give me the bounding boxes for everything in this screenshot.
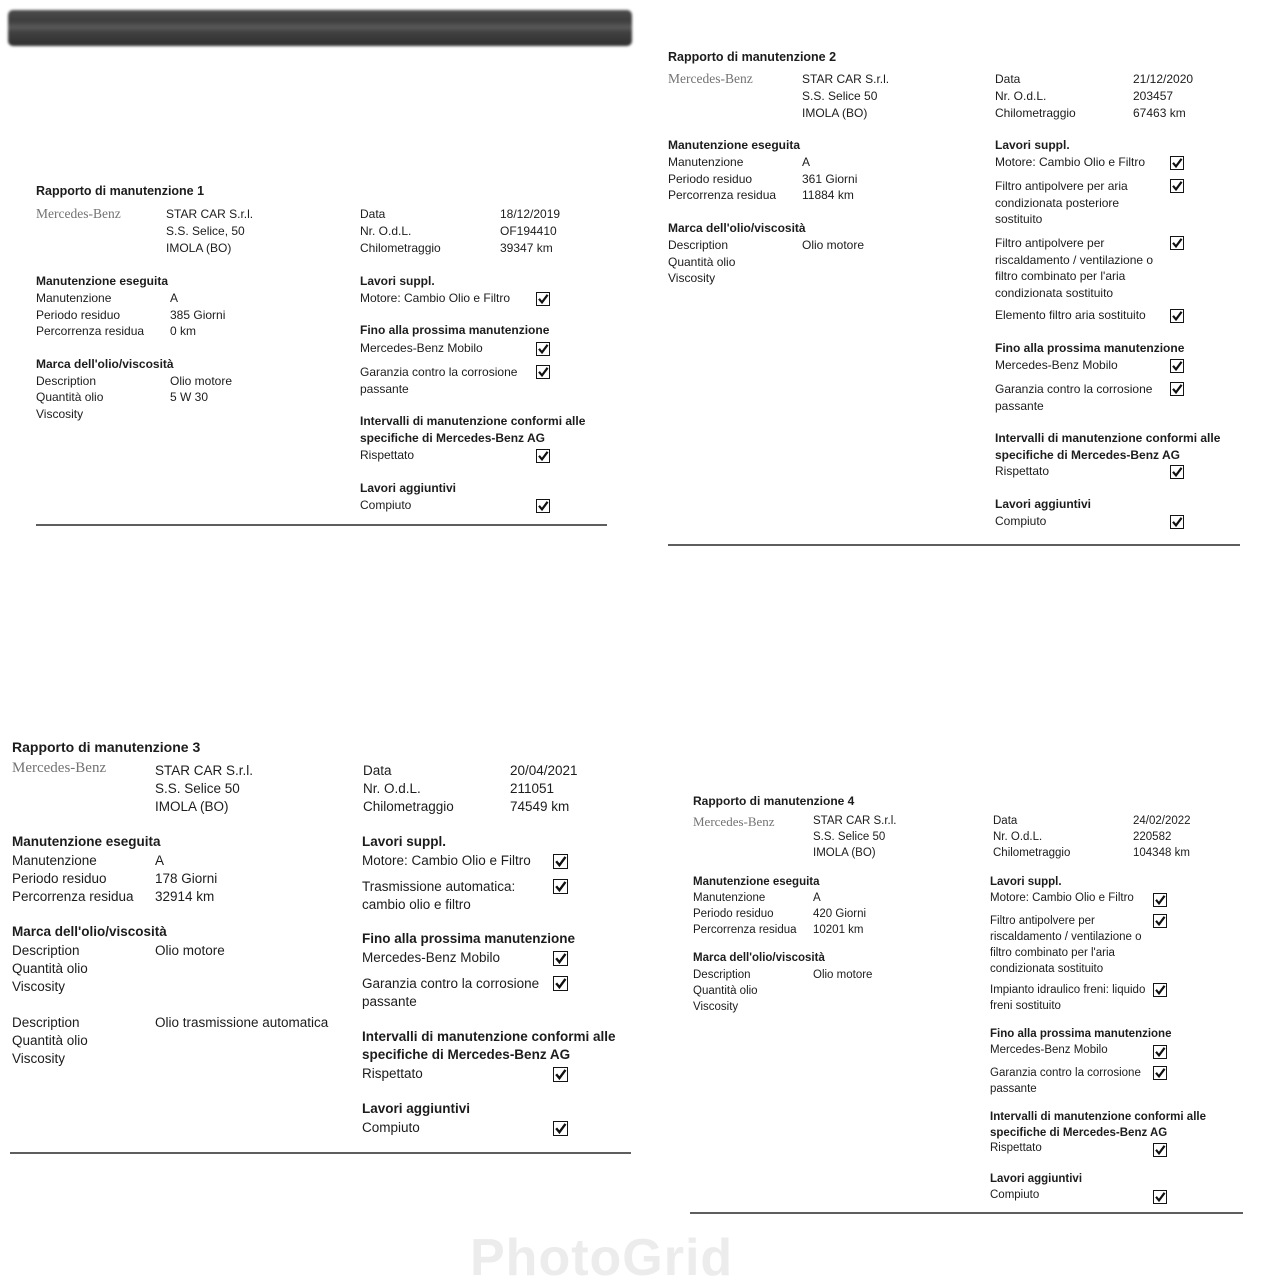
check-item-label: Garanzia contro la corrosione passante <box>995 382 1153 413</box>
row-value: A <box>155 853 165 868</box>
row-label: Viscosity <box>12 979 66 994</box>
meta-value: OF194410 <box>500 224 557 238</box>
row-label: Quantità olio <box>668 255 736 269</box>
meta-value: 74549 km <box>510 799 570 814</box>
check-item-label: Mercedes-Benz Mobilo <box>360 341 483 355</box>
row-label: Percorrenza residua <box>693 924 797 936</box>
meta-value: 211051 <box>510 781 555 796</box>
checkbox-checked-icon[interactable] <box>1153 914 1167 928</box>
dealer-name: STAR CAR S.r.l. <box>802 72 890 86</box>
section-heading: Lavori suppl. <box>362 834 447 849</box>
row-label: Description <box>12 943 80 958</box>
dealer-city: IMOLA (BO) <box>813 847 876 859</box>
check-item-label: Motore: Cambio Olio e Filtro <box>990 892 1134 904</box>
section-heading: Marca dell'olio/viscosità <box>12 924 167 939</box>
row-value: A <box>170 291 179 305</box>
row-value: 5 W 30 <box>170 390 209 404</box>
divider-rule <box>690 1212 1243 1214</box>
section-heading: Lavori aggiuntivi <box>362 1101 471 1116</box>
meta-label: Chilometraggio <box>360 241 441 255</box>
check-item-label: Compiuto <box>995 514 1047 528</box>
row-label: Quantità olio <box>12 961 88 976</box>
meta-label: Nr. O.d.L. <box>360 224 412 238</box>
report-title: Rapporto di manutenzione 1 <box>36 184 205 198</box>
check-item-label: Garanzia contro la corrosione passante <box>990 1067 1141 1095</box>
meta-value: 24/02/2022 <box>1133 815 1191 827</box>
section-heading: Intervalli di manutenzione conformi alle <box>362 1029 616 1044</box>
row-value: A <box>802 155 811 169</box>
meta-label: Data <box>995 72 1021 86</box>
section-heading: Intervalli di manutenzione conformi alle <box>990 1111 1206 1123</box>
row-value: 420 Giorni <box>813 908 867 920</box>
check-item-label: Compiuto <box>990 1189 1040 1201</box>
row-value: 385 Giorni <box>170 308 226 322</box>
section-heading: Manutenzione eseguita <box>12 834 161 849</box>
meta-value: 39347 km <box>500 241 553 255</box>
section-heading: Fino alla prossima manutenzione <box>360 323 550 337</box>
section-heading: specifiche di Mercedes-Benz AG <box>995 448 1180 462</box>
row-label: Periodo residuo <box>12 871 107 886</box>
meta-value: 21/12/2020 <box>1133 72 1194 86</box>
meta-label: Nr. O.d.L. <box>363 781 421 796</box>
check-item-label: Rispettato <box>995 464 1050 478</box>
row-label: Percorrenza residua <box>36 324 145 338</box>
meta-label: Chilometraggio <box>363 799 454 814</box>
row-label: Viscosity <box>12 1051 66 1066</box>
row-value: Olio motore <box>813 969 873 981</box>
row-label: Description <box>36 374 97 388</box>
meta-value: 67463 km <box>1133 106 1186 120</box>
meta-value: 104348 km <box>1133 847 1190 859</box>
checkbox-checked-icon[interactable] <box>1153 1190 1167 1204</box>
row-label: Quantità olio <box>36 390 104 404</box>
row-label: Viscosity <box>668 271 716 285</box>
meta-label: Data <box>363 763 392 778</box>
row-value: Olio trasmissione automatica <box>155 1015 329 1030</box>
row-label: Periodo residuo <box>693 908 774 920</box>
row-label: Quantità olio <box>693 985 758 997</box>
dealer-name: STAR CAR S.r.l. <box>813 815 897 827</box>
row-label: Viscosity <box>36 407 84 421</box>
row-label: Periodo residuo <box>668 172 753 186</box>
section-heading: Lavori aggiuntivi <box>360 481 457 495</box>
row-label: Description <box>668 238 729 252</box>
row-value: A <box>813 892 821 904</box>
section-heading: specifiche di Mercedes-Benz AG <box>362 1047 571 1062</box>
dealer-name: STAR CAR S.r.l. <box>166 207 254 221</box>
section-heading: Intervalli di manutenzione conformi alle <box>995 431 1221 445</box>
mercedes-benz-wordmark: Mercedes-Benz <box>36 206 121 221</box>
row-label: Manutenzione <box>36 291 112 305</box>
dealer-street: S.S. Selice 50 <box>802 89 878 103</box>
check-item-label: Motore: Cambio Olio e Filtro <box>362 853 531 868</box>
meta-label: Data <box>360 207 386 221</box>
check-item-label: Impianto idraulico freni: liquido freni sostituito <box>990 984 1146 1012</box>
checkbox-checked-icon[interactable] <box>1153 1045 1167 1059</box>
check-item-label: Filtro antipolvere per riscaldamento / ventilazione o filtro combinato per l'aria condizionata sostituito <box>995 236 1154 300</box>
check-item-label: Compiuto <box>362 1120 420 1135</box>
dealer-name: STAR CAR S.r.l. <box>155 763 254 778</box>
report-title: Rapporto di manutenzione 3 <box>12 739 201 755</box>
check-item-label: Filtro antipolvere per aria condizionata posteriore sostituito <box>995 179 1128 226</box>
row-label: Quantità olio <box>12 1033 88 1048</box>
row-label: Description <box>12 1015 80 1030</box>
check-item-label: Compiuto <box>360 498 412 512</box>
check-item-label: Mercedes-Benz Mobilo <box>995 358 1118 372</box>
check-item-label: Elemento filtro aria sostituito <box>995 308 1146 322</box>
section-heading: Lavori aggiuntivi <box>995 497 1092 511</box>
check-item-label: Trasmissione automatica: cambio olio e filtro <box>362 879 516 912</box>
section-heading: Marca dell'olio/viscosità <box>693 952 825 964</box>
check-item-label: Garanzia contro la corrosione passante <box>360 365 518 396</box>
section-heading: Manutenzione eseguita <box>668 138 801 152</box>
row-label: Description <box>693 969 751 981</box>
section-heading: specifiche di Mercedes-Benz AG <box>990 1127 1168 1139</box>
section-heading: specifiche di Mercedes-Benz AG <box>360 431 545 445</box>
row-value: Olio motore <box>170 374 233 388</box>
check-item-label: Garanzia contro la corrosione passante <box>362 976 540 1009</box>
row-label: Percorrenza residua <box>12 889 134 904</box>
checkbox-checked-icon[interactable] <box>1153 1143 1167 1157</box>
section-heading: Intervalli di manutenzione conformi alle <box>360 414 586 428</box>
section-heading: Manutenzione eseguita <box>36 274 169 288</box>
section-heading: Lavori suppl. <box>990 876 1062 888</box>
checkbox-checked-icon[interactable] <box>1153 983 1167 997</box>
check-item-label: Rispettato <box>990 1142 1042 1154</box>
check-item-label: Filtro antipolvere per riscaldamento / ventilazione o filtro combinato per l'aria condizionata sostituito <box>990 915 1142 975</box>
check-item-label: Rispettato <box>360 448 415 462</box>
row-label: Manutenzione <box>12 853 97 868</box>
report-title: Rapporto di manutenzione 4 <box>693 794 855 808</box>
meta-value: 20/04/2021 <box>510 763 578 778</box>
mercedes-benz-wordmark: Mercedes-Benz <box>668 71 753 86</box>
meta-label: Chilometraggio <box>993 847 1071 859</box>
dealer-city: IMOLA (BO) <box>802 106 868 120</box>
section-heading: Marca dell'olio/viscosità <box>668 221 806 235</box>
row-value: 32914 km <box>155 889 215 904</box>
section-heading: Lavori suppl. <box>995 138 1070 152</box>
row-value: 10201 km <box>813 924 864 936</box>
meta-label: Chilometraggio <box>995 106 1076 120</box>
row-label: Manutenzione <box>693 892 766 904</box>
section-heading: Marca dell'olio/viscosità <box>36 357 174 371</box>
row-value: 178 Giorni <box>155 871 218 886</box>
checkbox-checked-icon[interactable] <box>1153 1066 1167 1080</box>
checkbox-checked-icon[interactable] <box>1153 893 1167 907</box>
row-value: 11884 km <box>802 188 854 202</box>
meta-label: Data <box>993 815 1018 827</box>
photogrid-watermark: PhotoGrid <box>470 1229 734 1280</box>
row-label: Percorrenza residua <box>668 188 777 202</box>
dealer-street: S.S. Selice 50 <box>813 831 886 843</box>
check-item-label: Motore: Cambio Olio e Filtro <box>360 291 511 305</box>
section-heading: Lavori suppl. <box>360 274 435 288</box>
section-heading: Lavori aggiuntivi <box>990 1173 1083 1185</box>
check-item-label: Rispettato <box>362 1066 423 1081</box>
report-title: Rapporto di manutenzione 2 <box>668 50 837 64</box>
check-item-label: Motore: Cambio Olio e Filtro <box>995 155 1146 169</box>
row-value: 361 Giorni <box>802 172 858 186</box>
dealer-city: IMOLA (BO) <box>155 799 229 814</box>
section-heading: Fino alla prossima manutenzione <box>990 1028 1172 1040</box>
section-heading: Fino alla prossima manutenzione <box>995 341 1185 355</box>
row-label: Manutenzione <box>668 155 744 169</box>
check-item-label: Mercedes-Benz Mobilo <box>990 1044 1108 1056</box>
section-heading: Manutenzione eseguita <box>693 876 820 888</box>
dealer-street: S.S. Selice, 50 <box>166 224 245 238</box>
meta-label: Nr. O.d.L. <box>993 831 1043 843</box>
dealer-street: S.S. Selice 50 <box>155 781 240 796</box>
row-value: 0 km <box>170 324 197 338</box>
check-item-label: Mercedes-Benz Mobilo <box>362 950 501 965</box>
row-value: Olio motore <box>802 238 865 252</box>
dealer-city: IMOLA (BO) <box>166 241 232 255</box>
meta-label: Nr. O.d.L. <box>995 89 1047 103</box>
section-heading: Fino alla prossima manutenzione <box>362 931 576 946</box>
mercedes-benz-wordmark: Mercedes-Benz <box>693 814 775 829</box>
row-value: Olio motore <box>155 943 225 958</box>
meta-value: 203457 <box>1133 89 1174 103</box>
meta-value: 220582 <box>1133 831 1172 843</box>
row-label: Viscosity <box>693 1001 739 1013</box>
mercedes-benz-wordmark: Mercedes-Benz <box>12 760 107 776</box>
row-label: Periodo residuo <box>36 308 121 322</box>
meta-value: 18/12/2019 <box>500 207 561 221</box>
